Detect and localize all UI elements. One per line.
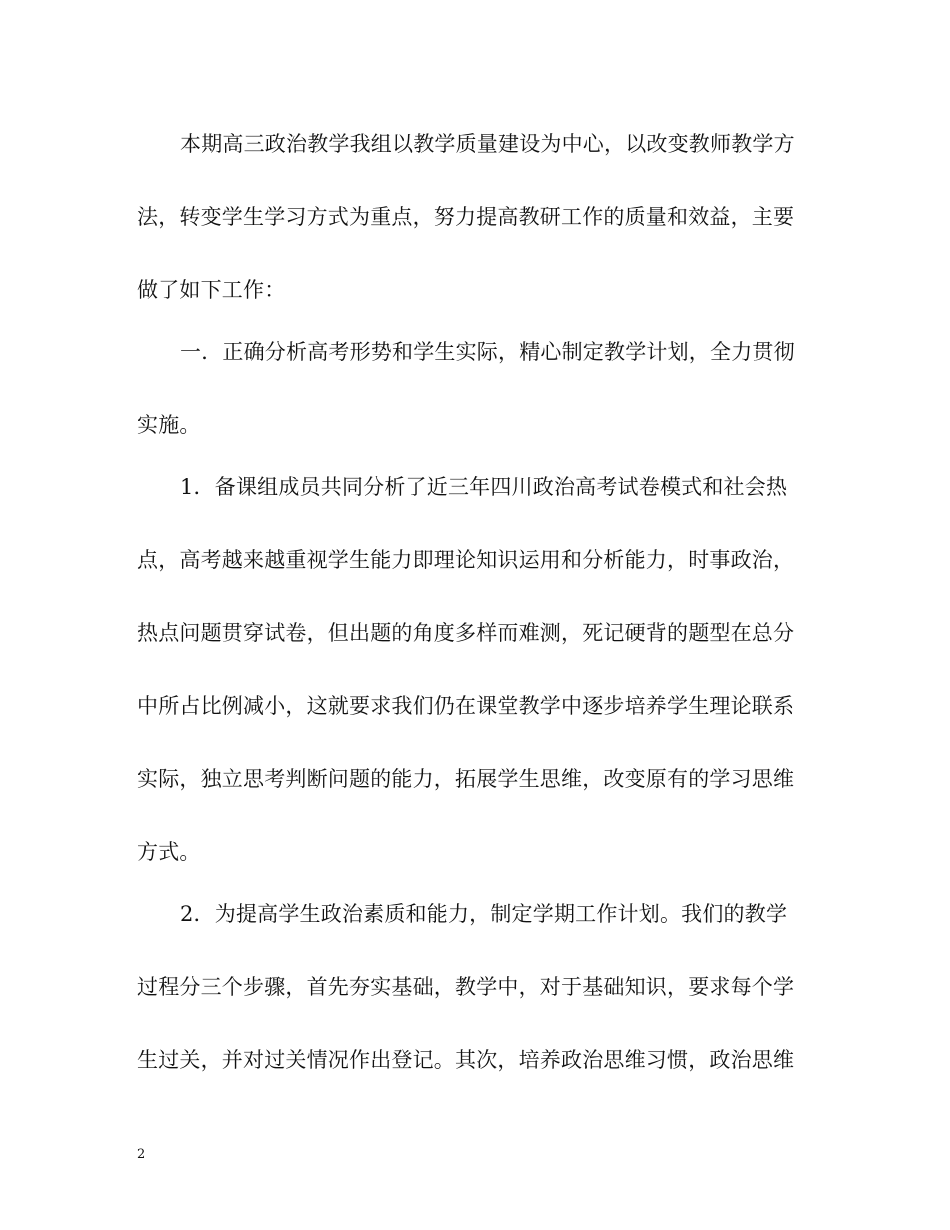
item-1-line-4: 中所占比例减小，这就要求我们仍在课堂教学中逐步培养学生理论联系 <box>137 694 795 718</box>
item-1-line-6: 方式。 <box>137 840 201 864</box>
section-heading-line-1: 一．正确分析高考形势和学生实际，精心制定教学计划，全力贯彻 <box>180 340 795 364</box>
paragraph-1-line-1: 本期高三政治教学我组以教学质量建设为中心，以改变教师教学方 <box>180 132 795 156</box>
item-1-line-3: 热点问题贯穿试卷，但出题的角度多样而难测，死记硬背的题型在总分 <box>137 621 795 645</box>
section-heading-line-2: 实施。 <box>137 413 201 437</box>
item-2-line-2: 过程分三个步骤，首先夯实基础，教学中，对于基础知识，要求每个学 <box>137 975 795 999</box>
item-1-line-2: 点，高考越来越重视学生能力即理论知识运用和分析能力，时事政治， <box>137 548 795 572</box>
paragraph-1-line-2: 法，转变学生学习方式为重点，努力提高教研工作的质量和效益，主要 <box>137 205 795 229</box>
item-1-line-5: 实际，独立思考判断问题的能力，拓展学生思维，改变原有的学习思维 <box>137 767 795 791</box>
page-number: 2 <box>137 1147 146 1162</box>
item-2-line-3: 生过关，并对过关情况作出登记。其次，培养政治思维习惯，政治思维 <box>137 1048 795 1072</box>
item-1-line-1: 1．备课组成员共同分析了近三年四川政治高考试卷模式和社会热 <box>180 475 788 499</box>
item-2-line-1: 2．为提高学生政治素质和能力，制定学期工作计划。我们的教学 <box>180 902 788 926</box>
paragraph-1-line-3: 做了如下工作： <box>137 278 286 302</box>
